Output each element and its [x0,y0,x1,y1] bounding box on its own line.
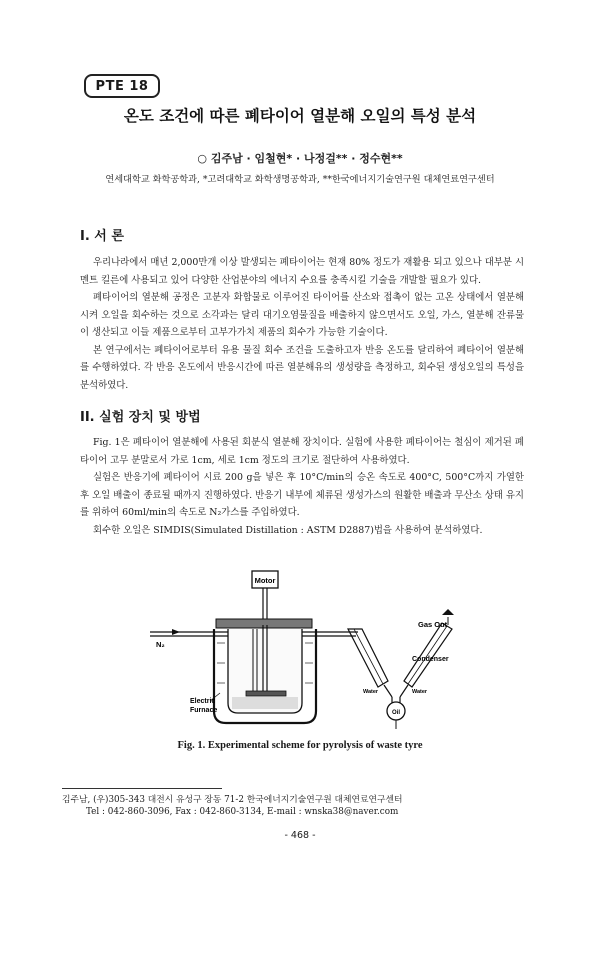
electric-label: Electric [190,698,216,705]
condenser-right [404,623,452,687]
paragraph: 실험은 반응기에 폐타이어 시료 200 g을 넣은 후 10°C/min의 승온 속도로 400°C, 500°C까지 가열한 후 오일 배출이 종료될 때까지 진행하였다. 반응기 내부에 체류된 생성가스의 원활한 배출과 무산소 상태 유지를 위하여 60ml/min의 속도로 N₂가스를 주입하였다. [80,472,524,518]
footnote-address: 김주남, (우)305-343 대전시 유성구 장동 71-2 한국에너지기술연구원 대체연료연구센터 [62,795,403,805]
section-heading-introduction: I. 서 론 [80,229,124,244]
water-label-left: Water [363,689,379,695]
session-badge: PTE 18 [84,74,160,98]
water-label-right: Water [412,689,428,695]
motor-label: Motor [254,576,276,585]
page-number: - 468 - [284,830,316,841]
gas-out-label: Gas Out [418,620,448,629]
figure-caption: Fig. 1. Experimental scheme for pyrolysis of waste tyre [177,740,423,751]
paragraph: 본 연구에서는 폐타이어로부터 유용 물질 회수 조건을 도출하고자 반응 온도를 달리하여 폐타이어 열분해를 수행하였다. 각 반응 온도에서 반응시간에 따른 열분해유의 생성량을 측정하고, 회수된 생성오일의 특성을 분석하였다. [80,344,524,391]
paragraph: 폐타이어의 열분해 공정은 고분자 화합물로 이루어진 타이어를 산소와 접촉이 없는 고온 상태에서 열분해시켜 오일을 회수하는 것으로 소각과는 달리 대기오염물질을 배출하지 않으면서도 오일, 가스, 열분해 잔류물이 생산되고 이들 제품으로부터 고부가가치 제품의 회수가 가능한 기술이다. [80,292,524,338]
pyrolysis-apparatus-diagram [150,563,470,735]
affiliations: 연세대학교 화학공학과, *고려대학교 화학생명공학과, **한국에너지기술연구원 대체연료연구센터 [105,174,495,185]
paragraph: Fig. 1은 폐타이어 열분해에 사용된 회분식 열분해 장치이다. 실험에 사용한 폐타이어는 철심이 제거된 폐타이어 고무 분말로서 가로 1cm, 세로 1cm 정도의 크기로 절단하여 사용하였다. [80,437,524,466]
oil-label: Oil [391,710,401,716]
section-heading-methods: II. 실험 장치 및 방법 [80,410,201,425]
section-methods-body [80,434,524,539]
stirrer-impeller [246,691,286,696]
paragraph: 우리나라에서 매년 2,000만개 이상 발생되는 폐타이어는 현재 80% 정도가 재활용 되고 있으나 대부분 시멘트 킬른에 사용되고 있어 다양한 산업분야의 에너지 수요를 충족시킬 기술을 개발할 필요가 있다. [80,257,524,286]
reactor-flange [216,619,312,628]
n2-label: N₂ [156,640,165,649]
condenser-left [348,629,388,687]
footnote-contact: Tel : 042-860-3096, Fax : 042-860-3134, E-mail : wnska38@naver.com [86,807,399,817]
paragraph: 회수한 오일은 SIMDIS(Simulated Distillation : ASTM D2887)법을 사용하여 분석하였다. [93,524,483,536]
paper-title: 온도 조건에 따른 폐타이어 열분해 오일의 특성 분석 [123,107,477,125]
furnace-label: Furnace [190,707,218,714]
condenser-label: Condenser [412,656,449,663]
author-list: ○ 김주남 · 임철현* · 나정걸** · 정수현** [197,152,403,165]
section-introduction-body [80,254,524,394]
footnote-rule [62,788,222,789]
tyre-sample-bed [232,697,298,709]
